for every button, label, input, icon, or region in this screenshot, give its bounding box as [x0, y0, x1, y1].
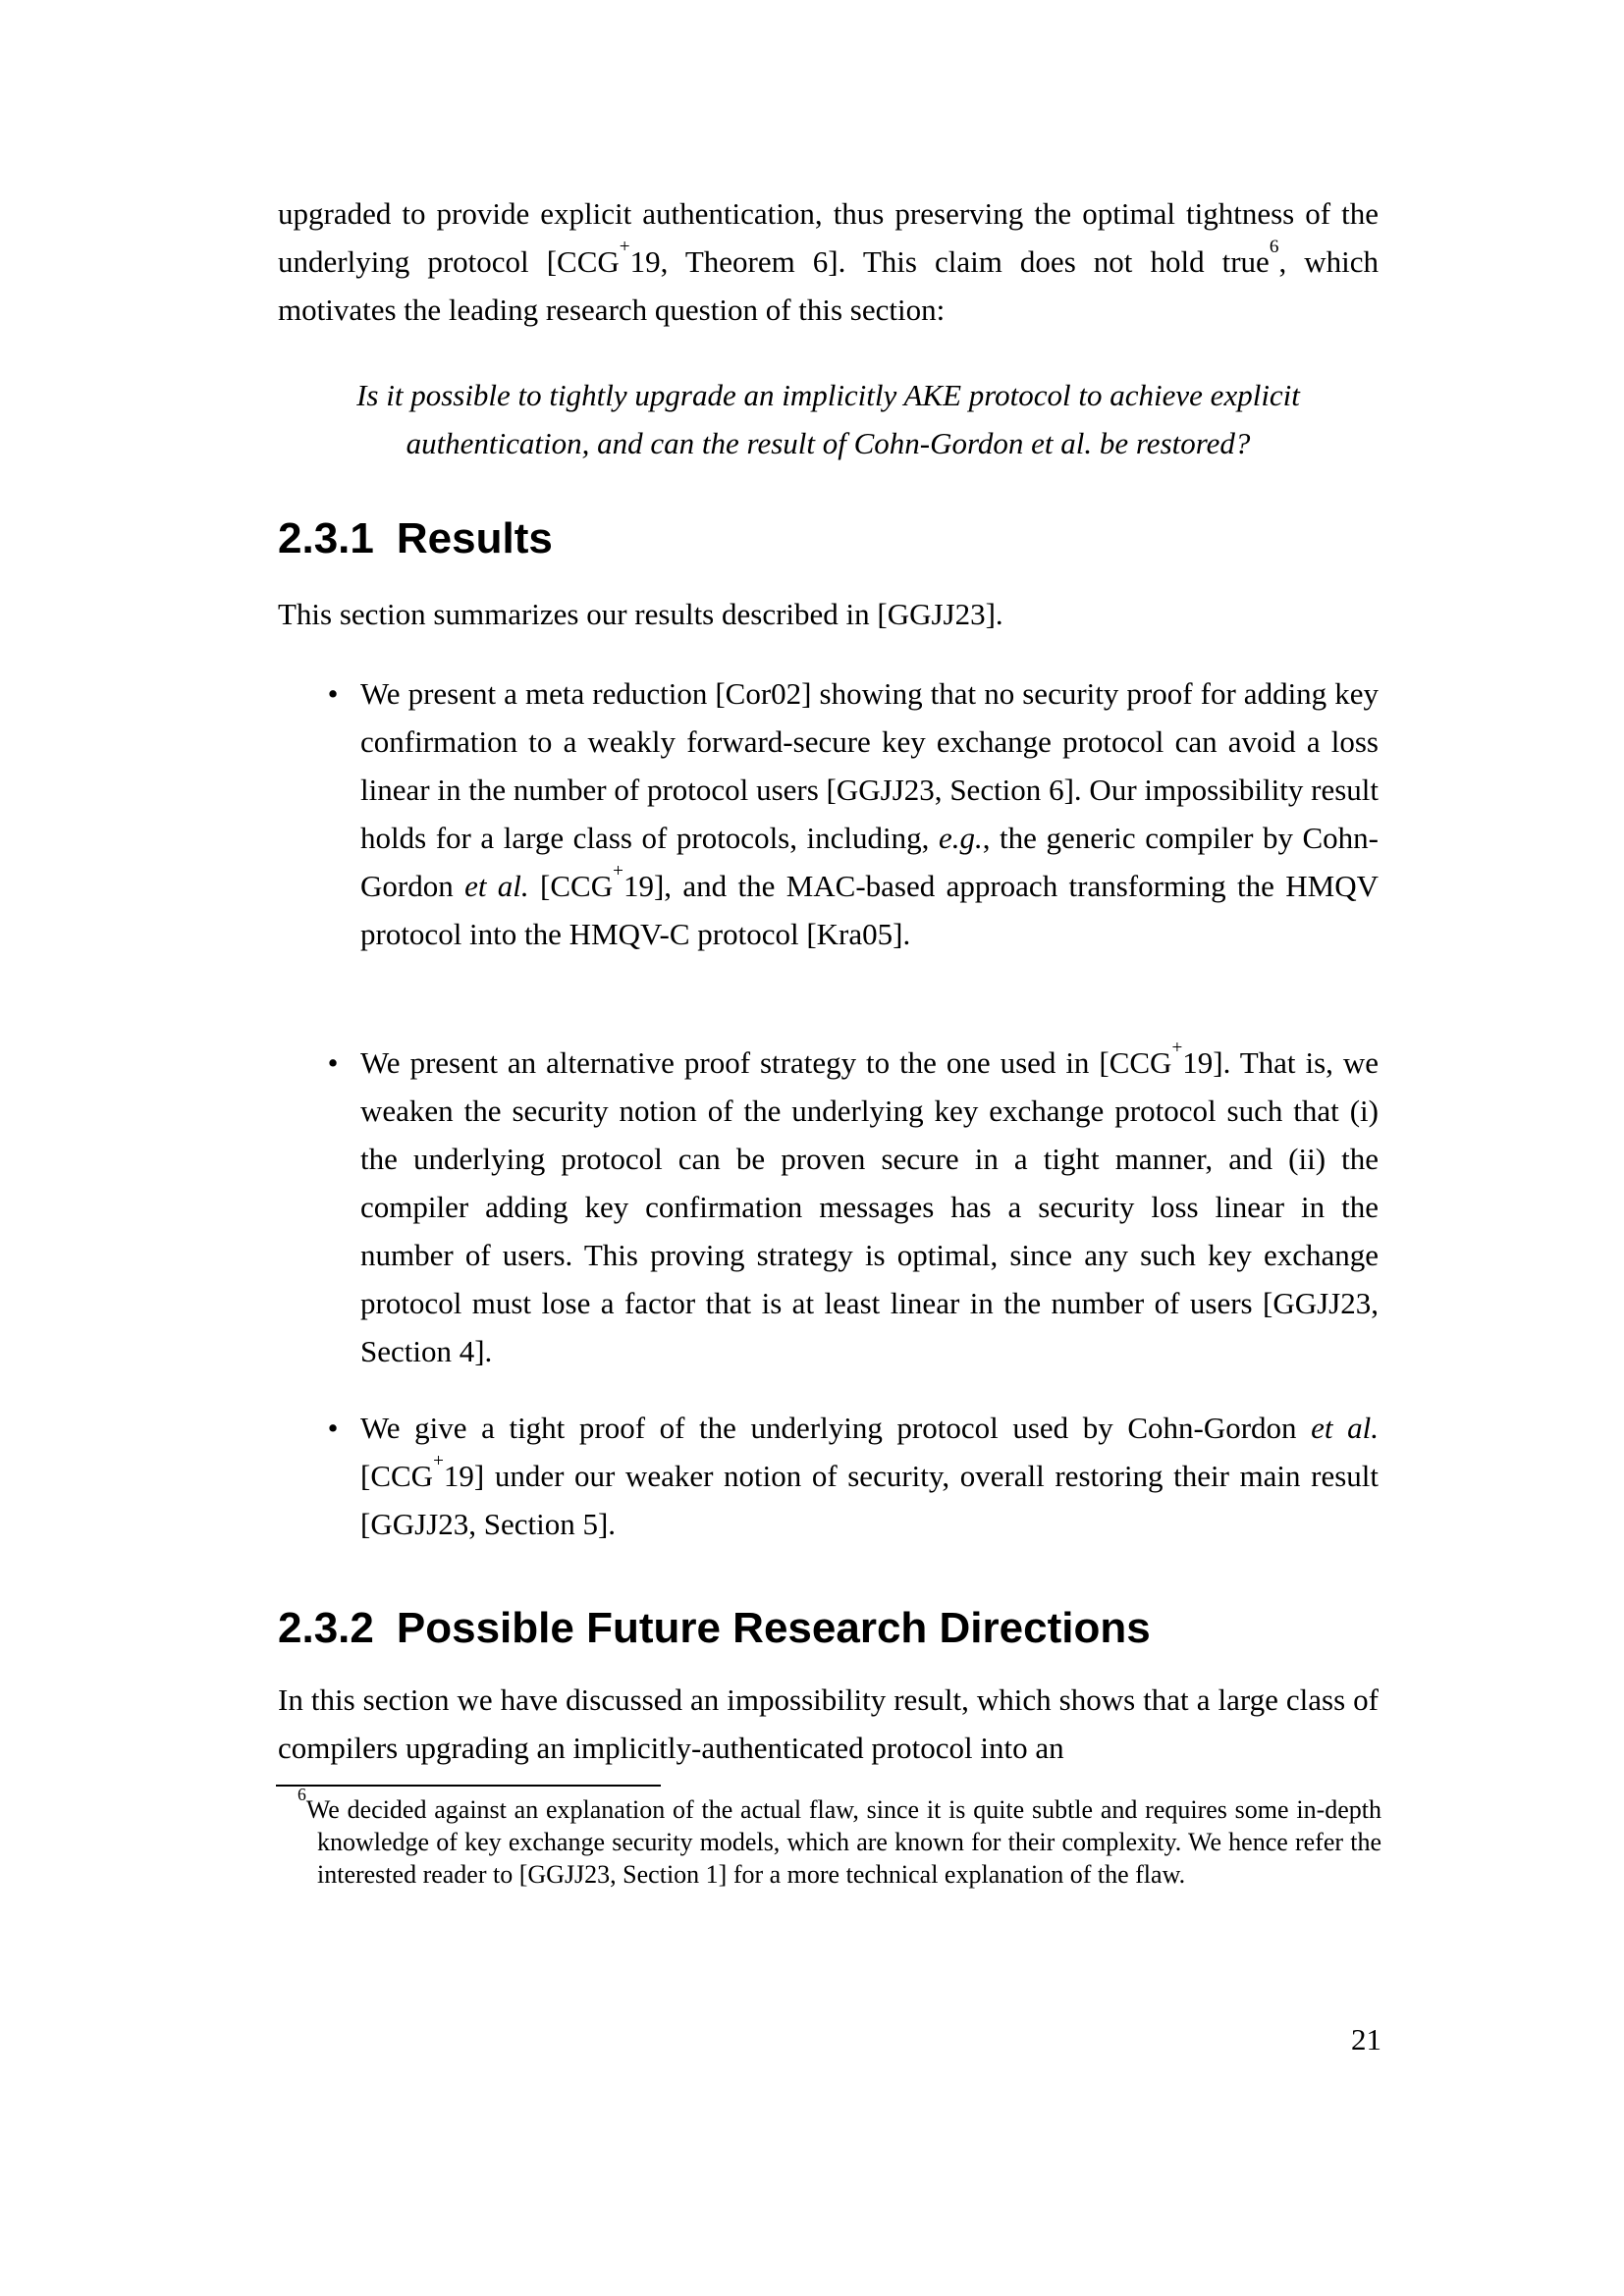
footnote-marker: 6	[298, 1785, 306, 1805]
text-run: We give a tight proof of the underlying protocol used by Cohn-Gordon	[360, 1411, 1312, 1445]
text-run: [CCG	[360, 1459, 434, 1493]
superscript-text: +	[619, 237, 630, 258]
text-run: We decided against an explanation of the actual flaw, since it is quite subtle and requires some in-depth knowledge of key exchange security models, which are known for their complexity. We hence refer the interested reader to [GGJJ23, Section 1] for a more technical explanation of the flaw.	[305, 1795, 1381, 1889]
footnote-text	[306, 1795, 1381, 1889]
text-run: 19]. That is, we weaken the security notion of the underlying key exchange protocol such that (i) the underlying protocol can be proven secure in a tight manner, and (ii) the compiler adding key confirmation messages has a security loss linear in the number of users. This proving strategy is optimal, since any such key exchange protocol must lose a factor that is at least linear in the number of users [GGJJ23, Section 4].	[360, 1045, 1379, 1368]
italic-text: e.g.	[938, 821, 983, 855]
bullet-icon: •	[327, 1411, 339, 1445]
section-number: 2.3.2	[278, 1604, 374, 1652]
section-title: Results	[396, 514, 553, 562]
text-run: We present an alternative proof strategy to the one used in [CCG	[360, 1045, 1172, 1080]
results-intro-paragraph: This section summarizes our results described in [GGJJ23].	[278, 597, 1003, 631]
bullet-icon: •	[327, 676, 339, 711]
text-run: We present a meta reduction [Cor02] showing that no security proof for adding key confirmation to a weakly forward-secure key exchange protocol can avoid a loss linear in the number of protocol users [GGJJ23, Section 6]. Our impossibility result holds for a large class of protocols, including,	[360, 676, 1379, 855]
section-heading-results	[278, 512, 1456, 564]
bullet-icon: •	[327, 1045, 339, 1080]
section-title: Possible Future Research Directions	[396, 1604, 1151, 1652]
text-run: [CCG	[528, 869, 614, 903]
section-number: 2.3.1	[278, 514, 374, 562]
text-run: upgraded to provide explicit authentication, thus preserving the optimal tightness of the underlying protocol [CCG	[278, 196, 1379, 279]
page-number: 21	[1351, 2022, 1381, 2056]
italic-text: et al.	[1311, 1411, 1379, 1445]
text-run: , which motivates the leading research question of this section:	[278, 244, 1379, 327]
superscript-text: +	[433, 1451, 444, 1472]
footnote-rule	[276, 1785, 661, 1787]
list-item	[278, 1039, 1379, 1375]
text-run: 19, Theorem 6]. This claim does not hold true	[629, 244, 1270, 279]
superscript-text: +	[1171, 1038, 1183, 1059]
superscript-text: +	[613, 861, 623, 882]
list-item-text	[360, 1404, 1379, 1548]
list-item	[278, 1404, 1379, 1548]
text-run: 19], and the MAC-based approach transforming the HMQV protocol into the HMQV-C protocol [Kra05].	[360, 869, 1379, 951]
superscript-text: 6	[1269, 237, 1279, 258]
research-question-line-2: authentication, and can the result of Cohn-Gordon et al. be restored?	[406, 426, 1251, 460]
research-question	[278, 371, 1379, 467]
section-heading-future-directions	[278, 1602, 1456, 1654]
list-item	[278, 669, 1379, 958]
intro-paragraph	[278, 189, 1379, 334]
future-directions-paragraph: In this section we have discussed an impossibility result, which shows that a large class of compilers upgrading an implicitly-authenticated protocol into an	[278, 1682, 1379, 1765]
text-run: , the generic compiler by Cohn-Gordon	[360, 821, 1379, 903]
list-item-text	[360, 669, 1379, 958]
text-run: 19] under our weaker notion of security, overall restoring their main result [GGJJ23, Section 5].	[360, 1459, 1379, 1541]
list-item-text	[360, 1039, 1379, 1375]
footnote	[278, 1785, 1381, 1891]
italic-text: et al.	[464, 869, 529, 903]
research-question-line-1: Is it possible to tightly upgrade an implicitly AKE protocol to achieve explicit	[356, 378, 1300, 412]
